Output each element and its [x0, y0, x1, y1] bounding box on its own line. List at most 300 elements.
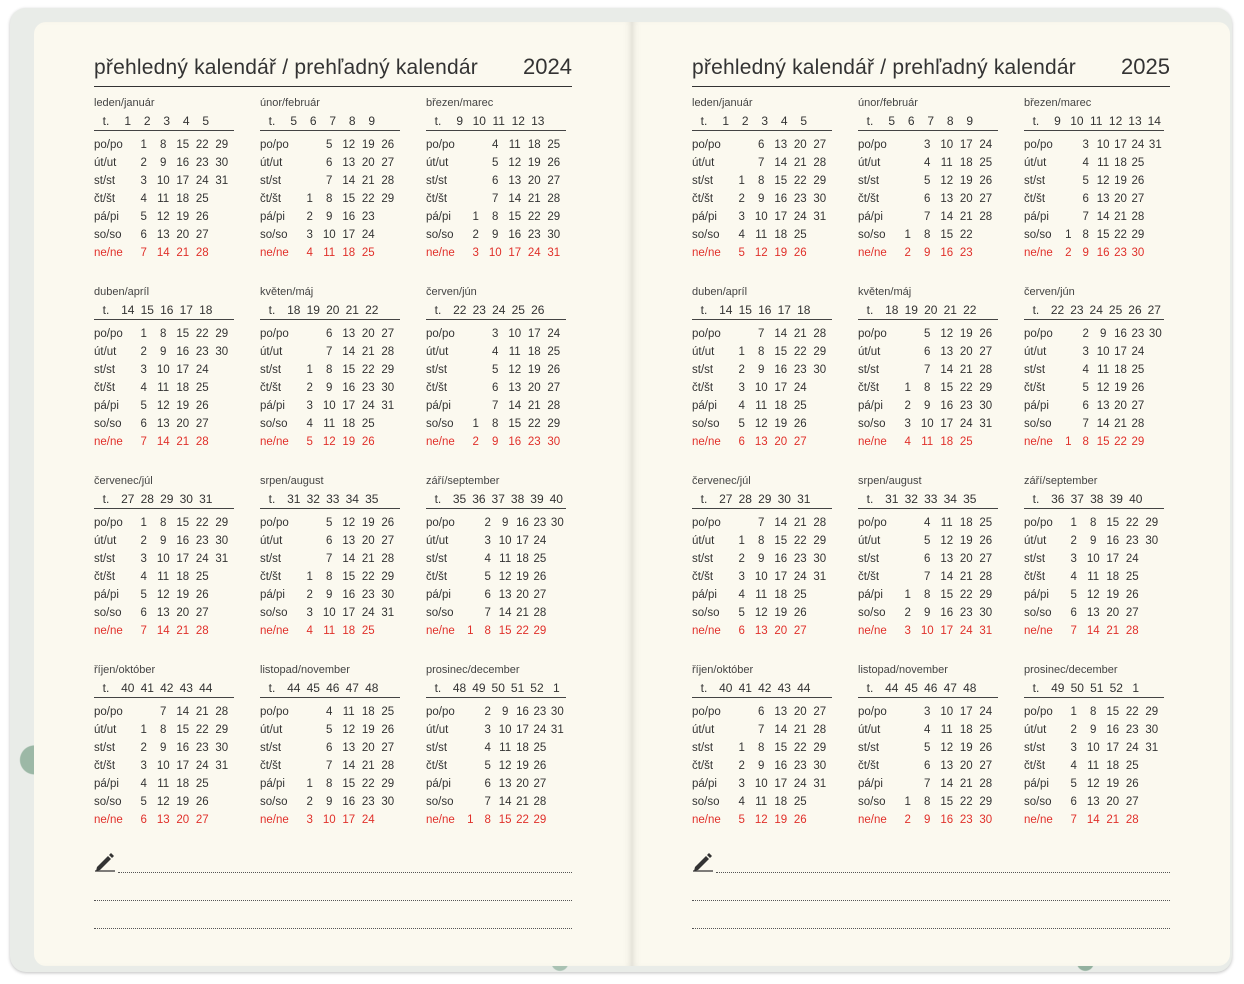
day-number: 31: [381, 400, 395, 412]
day-number: 22: [527, 418, 541, 430]
week-number: 14: [719, 302, 733, 317]
day-number: 14: [176, 706, 190, 718]
day-number: 9: [758, 193, 765, 205]
day-number: 30: [381, 796, 395, 808]
week-number: 11: [492, 113, 505, 128]
sunday-row: [858, 811, 998, 829]
day-number: 30: [813, 193, 827, 205]
day-label: po/po: [94, 517, 123, 529]
weekday-row: [1024, 397, 1164, 415]
day-number: 18: [959, 724, 973, 736]
day-label: st/st: [94, 742, 116, 754]
day-number: 30: [1145, 724, 1159, 736]
day-label: čt/št: [260, 382, 282, 394]
sunday-row: [1024, 811, 1164, 829]
day-label: čt/št: [1024, 382, 1046, 394]
day-number: 18: [176, 778, 190, 790]
day-number: 19: [527, 157, 541, 169]
day-number: 29: [533, 814, 547, 826]
day-number: 27: [979, 760, 993, 772]
day-label: so/so: [692, 418, 720, 430]
day-number: 10: [498, 535, 512, 547]
day-number: 20: [1106, 607, 1120, 619]
day-number: 13: [1086, 607, 1100, 619]
weekday-row: [858, 226, 998, 244]
day-label: pá/pi: [260, 778, 285, 790]
weekday-row: [260, 379, 400, 397]
day-number: 12: [754, 814, 768, 826]
day-number: 2: [484, 706, 491, 718]
day-label: út/ut: [858, 535, 881, 547]
day-number: 29: [979, 589, 993, 601]
day-label: po/po: [426, 328, 455, 340]
day-number: 20: [793, 706, 807, 718]
day-label: so/so: [426, 418, 454, 430]
week-number: 17: [179, 302, 193, 317]
week-number: 30: [179, 491, 193, 506]
page-right: [632, 22, 1230, 966]
day-label: pá/pi: [692, 400, 717, 412]
day-number: 20: [774, 625, 788, 637]
day-label: pá/pi: [260, 400, 285, 412]
day-number: 24: [959, 625, 973, 637]
day-number: 2: [738, 760, 745, 772]
day-number: 1: [738, 535, 745, 547]
day-number: 2: [904, 400, 911, 412]
weekday-row: [260, 343, 400, 361]
day-number: 10: [156, 364, 170, 376]
day-label: so/so: [426, 229, 454, 241]
day-number: 2: [306, 382, 313, 394]
week-number: 42: [758, 680, 772, 695]
day-number: 9: [326, 211, 333, 223]
day-number: 14: [1096, 418, 1110, 430]
day-number: 24: [195, 364, 209, 376]
day-number: 14: [508, 193, 522, 205]
week-number: 38: [510, 491, 525, 506]
day-number: 30: [215, 157, 229, 169]
weekday-row: [260, 226, 400, 244]
week-number: 44: [287, 680, 301, 695]
day-number: 5: [1070, 778, 1077, 790]
day-label: čt/št: [94, 193, 116, 205]
weekday-row: [94, 568, 234, 586]
day-number: 17: [774, 382, 788, 394]
day-number: 18: [176, 193, 190, 205]
day-number: 21: [959, 364, 973, 376]
day-number: 2: [1070, 535, 1077, 547]
day-number: 25: [793, 229, 807, 241]
day-number: 16: [774, 760, 788, 772]
day-number: 4: [140, 193, 147, 205]
day-number: 20: [176, 607, 190, 619]
day-number: 15: [176, 517, 190, 529]
day-number: 7: [758, 157, 765, 169]
day-number: 27: [793, 436, 807, 448]
week-number: 45: [306, 680, 320, 695]
day-number: 5: [492, 364, 499, 376]
week-label: t.: [268, 680, 276, 695]
day-label: čt/št: [426, 760, 448, 772]
day-number: 24: [1131, 139, 1145, 151]
weekday-row: [692, 379, 832, 397]
day-label: so/so: [858, 418, 886, 430]
day-number: 15: [498, 625, 512, 637]
weekday-row: [94, 172, 234, 190]
weekday-row: [692, 325, 832, 343]
day-label: st/st: [858, 175, 880, 187]
day-label: čt/št: [858, 760, 880, 772]
week-label: t.: [102, 491, 110, 506]
day-number: 3: [1070, 553, 1077, 565]
week-number: 45: [904, 680, 918, 695]
day-number: 21: [527, 400, 541, 412]
week-number: 5: [888, 113, 896, 128]
day-number: 11: [1097, 157, 1110, 169]
weekday-row: [260, 172, 400, 190]
week-number: 9: [368, 113, 376, 128]
day-number: 26: [547, 364, 561, 376]
week-number: 35: [365, 491, 379, 506]
day-number: 4: [140, 778, 147, 790]
day-number: 26: [381, 517, 395, 529]
day-number: 5: [1070, 589, 1077, 601]
day-number: 8: [484, 814, 491, 826]
note-line: [94, 928, 572, 929]
day-number: 28: [381, 346, 395, 358]
day-number: 9: [326, 796, 333, 808]
day-number: 5: [140, 211, 147, 223]
month-block: [94, 473, 234, 662]
day-number: 28: [813, 724, 827, 736]
week-number: 5: [800, 113, 808, 128]
day-label: ne/ne: [1024, 814, 1053, 826]
day-number: 23: [195, 535, 209, 547]
day-number: 2: [1065, 247, 1072, 259]
weekday-row: [692, 415, 832, 433]
weekday-row: [1024, 514, 1164, 532]
day-number: 21: [527, 193, 541, 205]
day-number: 13: [498, 589, 512, 601]
weekday-row: [260, 154, 400, 172]
day-number: 25: [533, 553, 547, 565]
day-number: 21: [176, 247, 190, 259]
day-number: 8: [924, 589, 931, 601]
day-number: 4: [738, 400, 745, 412]
day-label: st/st: [692, 742, 714, 754]
week-number: 8: [348, 113, 356, 128]
day-number: 28: [813, 157, 827, 169]
day-number: 31: [1145, 742, 1159, 754]
day-number: 7: [326, 175, 333, 187]
weekday-row: [1024, 703, 1164, 721]
day-number: 12: [940, 535, 954, 547]
day-number: 21: [1106, 814, 1120, 826]
day-label: út/ut: [426, 724, 449, 736]
day-number: 2: [140, 535, 147, 547]
week-number: 1: [552, 680, 560, 695]
day-number: 9: [758, 364, 765, 376]
week-number: 18: [287, 302, 301, 317]
week-label: t.: [866, 491, 874, 506]
week-label: t.: [866, 680, 874, 695]
day-number: 24: [793, 571, 807, 583]
day-number: 5: [1082, 382, 1089, 394]
day-number: 19: [176, 796, 190, 808]
day-number: 11: [157, 778, 170, 790]
day-number: 5: [326, 139, 333, 151]
day-number: 1: [306, 193, 313, 205]
weekday-row: [692, 739, 832, 757]
day-number: 20: [516, 778, 529, 790]
weekday-row: [260, 136, 400, 154]
day-number: 12: [1086, 589, 1100, 601]
day-number: 13: [940, 346, 954, 358]
page-header: [94, 48, 572, 87]
day-label: čt/št: [260, 760, 282, 772]
day-number: 19: [176, 211, 190, 223]
day-number: 15: [940, 796, 954, 808]
day-number: 4: [484, 553, 491, 565]
day-number: 16: [516, 517, 529, 529]
week-number: 50: [1070, 680, 1084, 695]
day-label: út/ut: [94, 346, 117, 358]
day-label: ne/ne: [692, 247, 721, 259]
week-number: 48: [365, 680, 379, 695]
day-number: 29: [813, 175, 827, 187]
day-number: 25: [793, 400, 807, 412]
month-block: [260, 95, 400, 284]
weekday-row: [94, 136, 234, 154]
day-number: 1: [306, 571, 313, 583]
day-label: ne/ne: [692, 814, 721, 826]
week-label: t.: [700, 680, 708, 695]
day-number: 18: [774, 229, 788, 241]
day-number: 20: [361, 157, 375, 169]
sunday-row: [692, 433, 832, 451]
week-number: 40: [121, 680, 135, 695]
day-number: 6: [738, 436, 745, 448]
day-number: 15: [1106, 706, 1120, 718]
day-number: 17: [774, 211, 788, 223]
day-number: 3: [484, 724, 491, 736]
day-number: 30: [813, 553, 827, 565]
sunday-row: [1024, 433, 1164, 451]
day-number: 25: [1125, 760, 1139, 772]
day-number: 22: [1125, 517, 1139, 529]
note-line: [692, 928, 1170, 929]
day-number: 10: [754, 382, 768, 394]
weekday-row: [260, 568, 400, 586]
day-number: 28: [1125, 625, 1139, 637]
day-label: pá/pi: [692, 211, 717, 223]
day-label: so/so: [1024, 418, 1052, 430]
day-number: 14: [342, 346, 356, 358]
weekday-row: [858, 397, 998, 415]
week-number: 22: [453, 302, 467, 317]
day-number: 18: [361, 706, 375, 718]
day-number: 6: [738, 625, 745, 637]
day-label: po/po: [692, 706, 721, 718]
day-number: 12: [940, 175, 954, 187]
day-number: 22: [527, 211, 541, 223]
day-number: 20: [176, 418, 190, 430]
weekday-row: [260, 604, 400, 622]
day-label: so/so: [692, 796, 720, 808]
day-number: 29: [813, 346, 827, 358]
day-number: 28: [381, 175, 395, 187]
week-number: 10: [1070, 113, 1084, 128]
day-number: 8: [1082, 229, 1089, 241]
page-content: [692, 48, 1170, 851]
week-number: 5: [202, 113, 210, 128]
day-number: 27: [195, 229, 209, 241]
day-label: st/st: [1024, 742, 1046, 754]
day-label: so/so: [858, 796, 886, 808]
month-name: duben/apríl: [94, 286, 150, 298]
day-label: út/ut: [858, 724, 881, 736]
week-number: 49: [1051, 680, 1065, 695]
weekday-row: [94, 550, 234, 568]
day-label: st/st: [426, 175, 448, 187]
day-label: st/st: [426, 364, 448, 376]
month-block: [1024, 662, 1164, 851]
day-number: 14: [1086, 814, 1100, 826]
weekday-row: [260, 703, 400, 721]
day-number: 11: [157, 571, 170, 583]
week-label: t.: [700, 113, 708, 128]
day-label: ne/ne: [94, 625, 123, 637]
day-number: 14: [156, 625, 170, 637]
week-number: 9: [456, 113, 464, 128]
day-number: 11: [940, 517, 953, 529]
day-number: 8: [924, 382, 931, 394]
weekday-row: [1024, 190, 1164, 208]
day-number: 24: [195, 760, 209, 772]
day-number: 5: [924, 742, 931, 754]
weekday-row: [260, 208, 400, 226]
day-label: so/so: [94, 229, 122, 241]
day-number: 19: [342, 436, 356, 448]
week-number: 36: [1051, 491, 1065, 506]
day-number: 6: [924, 553, 931, 565]
day-number: 6: [492, 382, 499, 394]
day-number: 11: [755, 589, 768, 601]
day-number: 4: [1070, 760, 1077, 772]
day-number: 15: [1096, 229, 1110, 241]
day-label: pá/pi: [260, 589, 285, 601]
day-number: 5: [738, 247, 745, 259]
day-label: út/ut: [260, 346, 283, 358]
day-number: 12: [342, 724, 356, 736]
day-number: 25: [195, 193, 209, 205]
day-number: 29: [533, 625, 547, 637]
week-number: 52: [530, 680, 544, 695]
month-block: [94, 284, 234, 473]
day-number: 11: [940, 724, 953, 736]
day-number: 17: [1106, 553, 1120, 565]
day-label: pá/pi: [94, 778, 119, 790]
month-name: leden/január: [692, 97, 753, 109]
weekday-row: [94, 190, 234, 208]
day-number: 13: [498, 778, 512, 790]
week-number: 43: [179, 680, 193, 695]
sunday-row: [426, 433, 566, 451]
day-label: po/po: [260, 517, 289, 529]
week-number: 40: [549, 491, 563, 506]
week-label: t.: [700, 491, 708, 506]
week-number: 16: [758, 302, 772, 317]
week-number: 41: [140, 680, 154, 695]
day-label: čt/št: [94, 760, 116, 772]
day-label: po/po: [426, 139, 455, 151]
day-number: 5: [140, 400, 147, 412]
day-number: 17: [1106, 742, 1120, 754]
week-numbers-row: [1024, 111, 1164, 131]
day-number: 14: [1096, 211, 1110, 223]
day-number: 18: [1114, 157, 1127, 169]
day-number: 20: [793, 139, 807, 151]
day-number: 10: [498, 724, 512, 736]
weekday-row: [260, 739, 400, 757]
day-label: pá/pi: [692, 778, 717, 790]
day-number: 15: [342, 571, 356, 583]
week-number: 35: [452, 491, 467, 506]
day-number: 27: [381, 742, 395, 754]
day-number: 13: [156, 607, 170, 619]
weekday-row: [94, 775, 234, 793]
day-number: 6: [484, 778, 491, 790]
day-number: 10: [920, 418, 934, 430]
day-number: 27: [1131, 400, 1145, 412]
weekday-row: [858, 757, 998, 775]
day-label: ne/ne: [426, 247, 455, 259]
day-number: 22: [793, 535, 807, 547]
day-number: 10: [754, 211, 768, 223]
week-number: 40: [719, 680, 733, 695]
day-number: 7: [924, 364, 931, 376]
day-number: 28: [979, 364, 993, 376]
weekday-row: [1024, 532, 1164, 550]
weekday-row: [858, 379, 998, 397]
month-name: září/september: [1024, 475, 1098, 487]
day-number: 10: [322, 607, 336, 619]
day-number: 29: [1145, 706, 1159, 718]
page-content: [94, 48, 572, 851]
day-number: 9: [1090, 535, 1097, 547]
day-number: 23: [793, 760, 807, 772]
day-label: ne/ne: [94, 814, 123, 826]
day-number: 4: [1070, 571, 1077, 583]
day-number: 4: [738, 229, 745, 241]
day-number: 29: [547, 418, 561, 430]
day-number: 11: [508, 139, 521, 151]
weekday-row: [426, 568, 566, 586]
weekday-row: [426, 415, 566, 433]
day-number: 26: [979, 742, 993, 754]
weekday-row: [692, 361, 832, 379]
weekday-row: [94, 361, 234, 379]
day-number: 24: [979, 706, 993, 718]
day-number: 25: [381, 706, 395, 718]
day-label: ne/ne: [858, 247, 887, 259]
day-number: 14: [156, 436, 170, 448]
day-number: 18: [176, 571, 190, 583]
day-number: 30: [813, 760, 827, 772]
day-number: 23: [959, 400, 973, 412]
day-number: 25: [959, 436, 973, 448]
weekday-row: [692, 703, 832, 721]
